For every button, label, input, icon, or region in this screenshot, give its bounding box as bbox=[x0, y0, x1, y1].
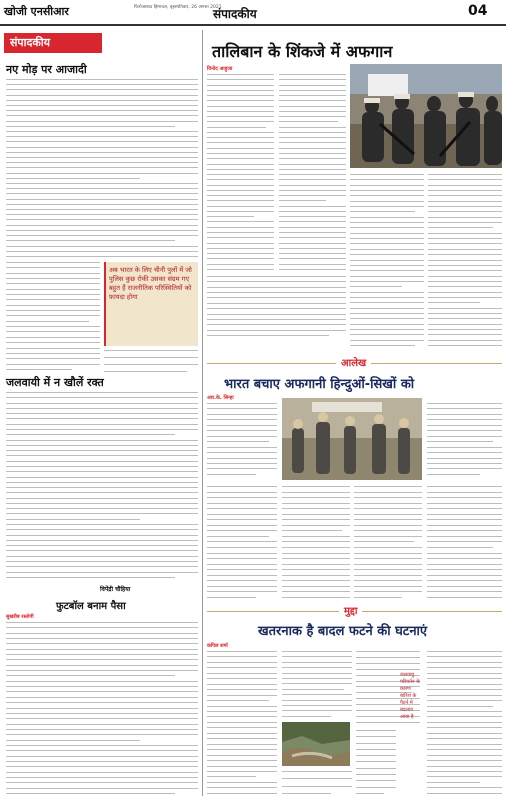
article-body-text bbox=[427, 486, 502, 598]
page-number: 04 bbox=[468, 3, 488, 19]
section-label: आलेख bbox=[336, 355, 371, 369]
section-headline: भारत बचाए अफगानी हिन्दुओं-सिखों को bbox=[224, 377, 415, 392]
article-body-text bbox=[282, 486, 350, 598]
article-body-text bbox=[207, 486, 277, 598]
article-title: फुटबॉल बनाम पैसा bbox=[56, 601, 126, 612]
article-body-text bbox=[282, 651, 352, 717]
editorial-banner-label: संपादकीय bbox=[10, 36, 51, 49]
article-body-text bbox=[350, 174, 424, 346]
article-body-text bbox=[6, 79, 198, 257]
article-body-text bbox=[354, 486, 422, 598]
article-body-text bbox=[104, 350, 198, 372]
refugees-photo bbox=[282, 398, 422, 480]
masthead-meta: फिरोजाबाद हिमाचल, बृहस्पतिवार, 26 अगस्त 2021 bbox=[134, 5, 222, 10]
section-headline: खतरनाक है बादल फटने की घटनाएं bbox=[258, 624, 428, 639]
article-body-text bbox=[6, 262, 100, 370]
article-byline: विपेंद्री चौहिया bbox=[100, 586, 131, 593]
article-body-text bbox=[6, 622, 198, 794]
taliban-fighters-photo bbox=[350, 64, 502, 168]
article-title: जलवायी में न खौलें रक्त bbox=[6, 376, 104, 389]
editorial-banner bbox=[4, 33, 102, 53]
article-body-text bbox=[207, 74, 274, 270]
cloudburst-photo bbox=[282, 722, 350, 766]
article-title: नए मोड़ पर आजादी bbox=[6, 63, 87, 76]
paper-name: खोजी एनसीआर bbox=[4, 5, 69, 18]
main-headline: तालिबान के शिंकजे में अफगान bbox=[212, 42, 393, 61]
article-body-text bbox=[427, 651, 502, 794]
column-divider bbox=[202, 30, 203, 796]
pull-quote-box bbox=[104, 262, 198, 346]
masthead-rule bbox=[0, 24, 506, 26]
section-label: मुद्दा bbox=[339, 603, 362, 617]
article-byline: सुखरीब रस्तोगी bbox=[6, 614, 34, 620]
article-body-text bbox=[207, 651, 277, 794]
section-title: संपादकीय bbox=[213, 7, 257, 21]
article-byline: आर.के. सिन्हा bbox=[207, 395, 234, 401]
article-byline: कपिल शर्मा bbox=[207, 643, 228, 649]
article-body-text bbox=[207, 403, 277, 475]
article-body-text bbox=[427, 403, 502, 475]
article-body-text bbox=[356, 730, 396, 794]
pull-quote-text: जलवायु परिवर्तन के कारण बारिश के पैटर्न में बदलाव आया है bbox=[400, 672, 420, 720]
article-body-text bbox=[428, 174, 502, 346]
masthead bbox=[0, 0, 506, 26]
article-body-text bbox=[279, 74, 346, 270]
article-body-text bbox=[207, 276, 346, 336]
article-body-text bbox=[282, 771, 352, 794]
pull-quote-text: अब भारत के लिए चीनी पुलों में जो पुलिस कुछ रोकी उसका संग्रम गए बहुत हैं राजनीतिक परिस्थितियों को फ़ायदा होगा bbox=[109, 266, 192, 301]
article-body-text bbox=[6, 392, 198, 578]
article-byline: विनोद आहुजा bbox=[207, 66, 233, 72]
